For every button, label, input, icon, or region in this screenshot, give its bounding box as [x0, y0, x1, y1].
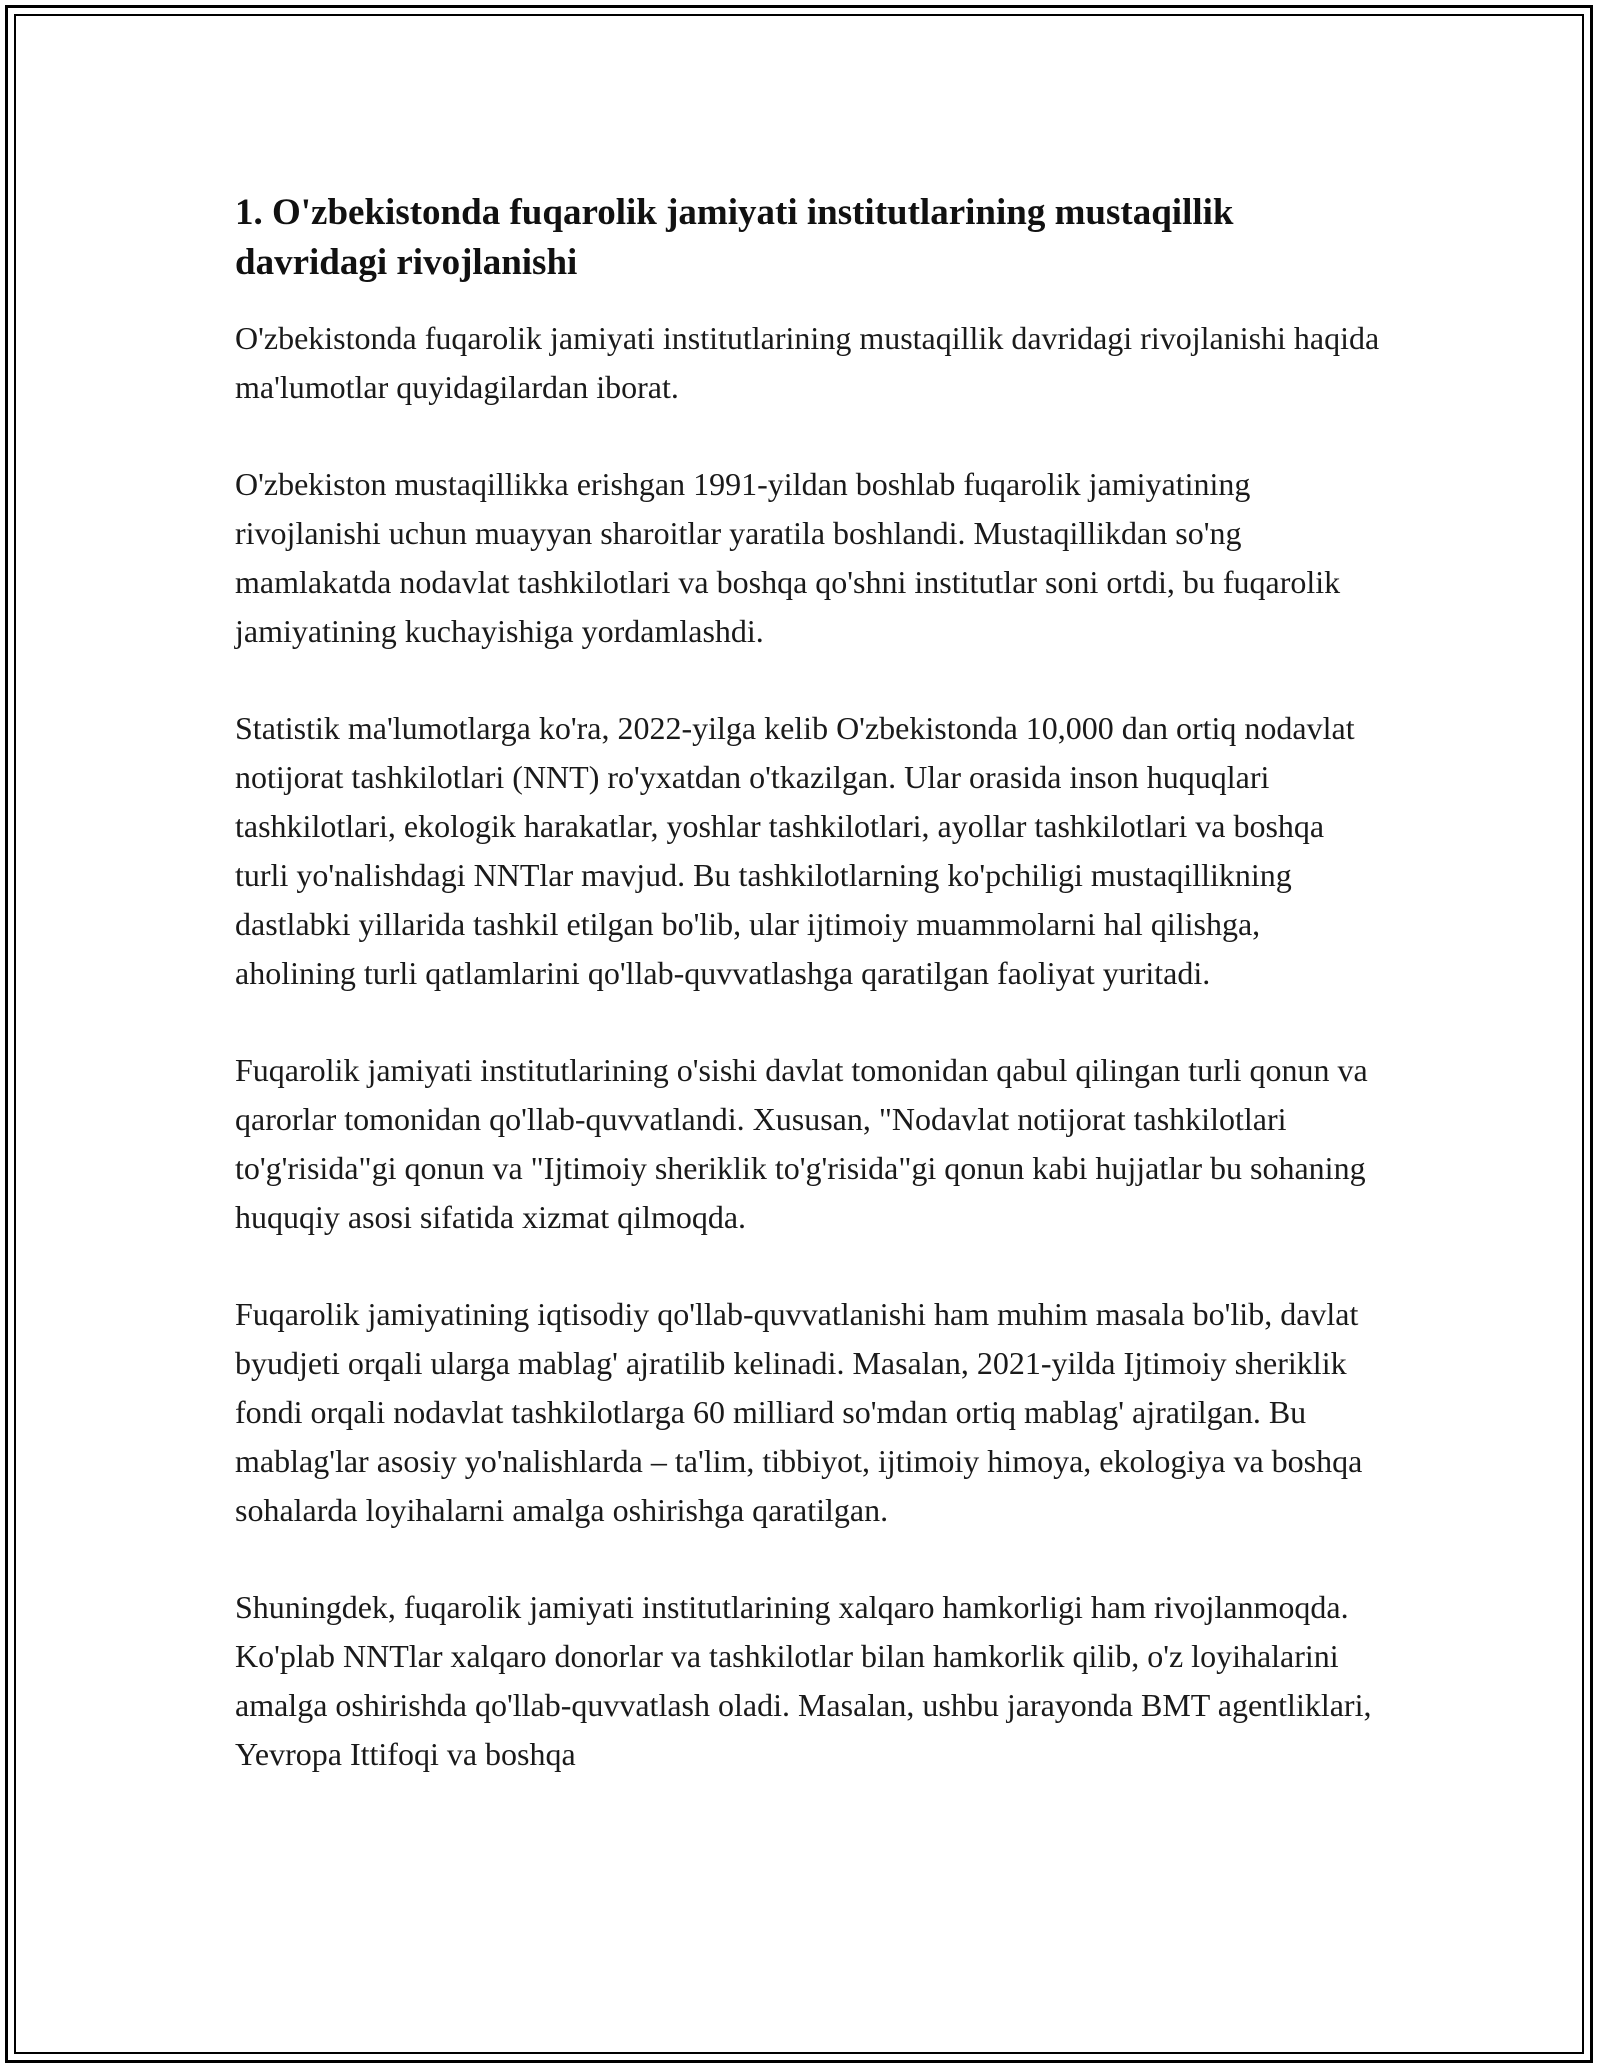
paragraph-intro: O'zbekistonda fuqarolik jamiyati institutlarining mustaqillik davridagi rivojlanishi haqida ma'lumotlar quyidagilardan iborat.: [235, 320, 1380, 405]
document-body: [235, 188, 1385, 1827]
paragraph-legislation: Fuqarolik jamiyati institutlarining o'sishi davlat tomonidan qabul qilingan turli qonun va qarorlar tomonidan qo'llab-quvvatlandi. Xususan, "Nodavlat notijorat tashkilotlari to'g'risida"gi qonun va "Ijtimoiy sheriklik to'g'risida"gi qonun kabi hujjatlar bu sohaning huquqiy asosi sifatida xizmat qilmoqda.: [235, 1052, 1368, 1235]
document-title: 1. O'zbekistonda fuqarolik jamiyati institutlarining mustaqillik davridagi rivojlanishi: [235, 192, 1234, 283]
paragraph-international: Shuningdek, fuqarolik jamiyati institutlarining xalqaro hamkorligi ham rivojlanmoqda. Ko'plab NNTlar xalqaro donorlar va tashkilotlar bilan hamkorlik qilib, o'z loyihalarini amalga oshirishda qo'llab-quvvatlash oladi. Masalan, ushbu jarayonda BMT agentliklari, Yevropa Ittifoqi va boshqa: [235, 1589, 1372, 1772]
paragraph-statistics: Statistik ma'lumotlarga ko'ra, 2022-yilga kelib O'zbekistonda 10,000 dan ortiq nodavlat notijorat tashkilotlari (NNT) ro'yxatdan o'tkazilgan. Ular orasida inson huquqlari tashkilotlari, ekologik harakatlar, yoshlar tashkilotlari, ayollar tashkilotlari va boshqa turli yo'nalishdagi NNTlar mavjud. Bu tashkilotlarning ko'pchiligi mustaqillikning dastlabki yillarida tashkil etilgan bo'lib, ular ijtimoiy muammolarni hal qilishga, aholining turli qatlamlarini qo'llab-quvvatlashga qaratilgan faoliyat yuritadi.: [235, 710, 1355, 991]
paragraph-independence: O'zbekiston mustaqillikka erishgan 1991-yildan boshlab fuqarolik jamiyatining rivojlanishi uchun muayyan sharoitlar yaratila boshlandi. Mustaqillikdan so'ng mamlakatda nodavlat tashkilotlari va boshqa qo'shni institutlar soni ortdi, bu fuqarolik jamiyatining kuchayishiga yordamlashdi.: [235, 466, 1341, 649]
paragraph-funding: Fuqarolik jamiyatining iqtisodiy qo'llab-quvvatlanishi ham muhim masala bo'lib, davlat byudjeti orqali ularga mablag' ajratilib kelinadi. Masalan, 2021-yilda Ijtimoiy sheriklik fondi orqali nodavlat tashkilotlarga 60 milliard so'mdan ortiq mablag' ajratilgan. Bu mablag'lar asosiy yo'nalishlarda – ta'lim, tibbiyot, ijtimoiy himoya, ekologiya va boshqa sohalarda loyihalarni amalga oshirishga qaratilgan.: [235, 1296, 1363, 1528]
